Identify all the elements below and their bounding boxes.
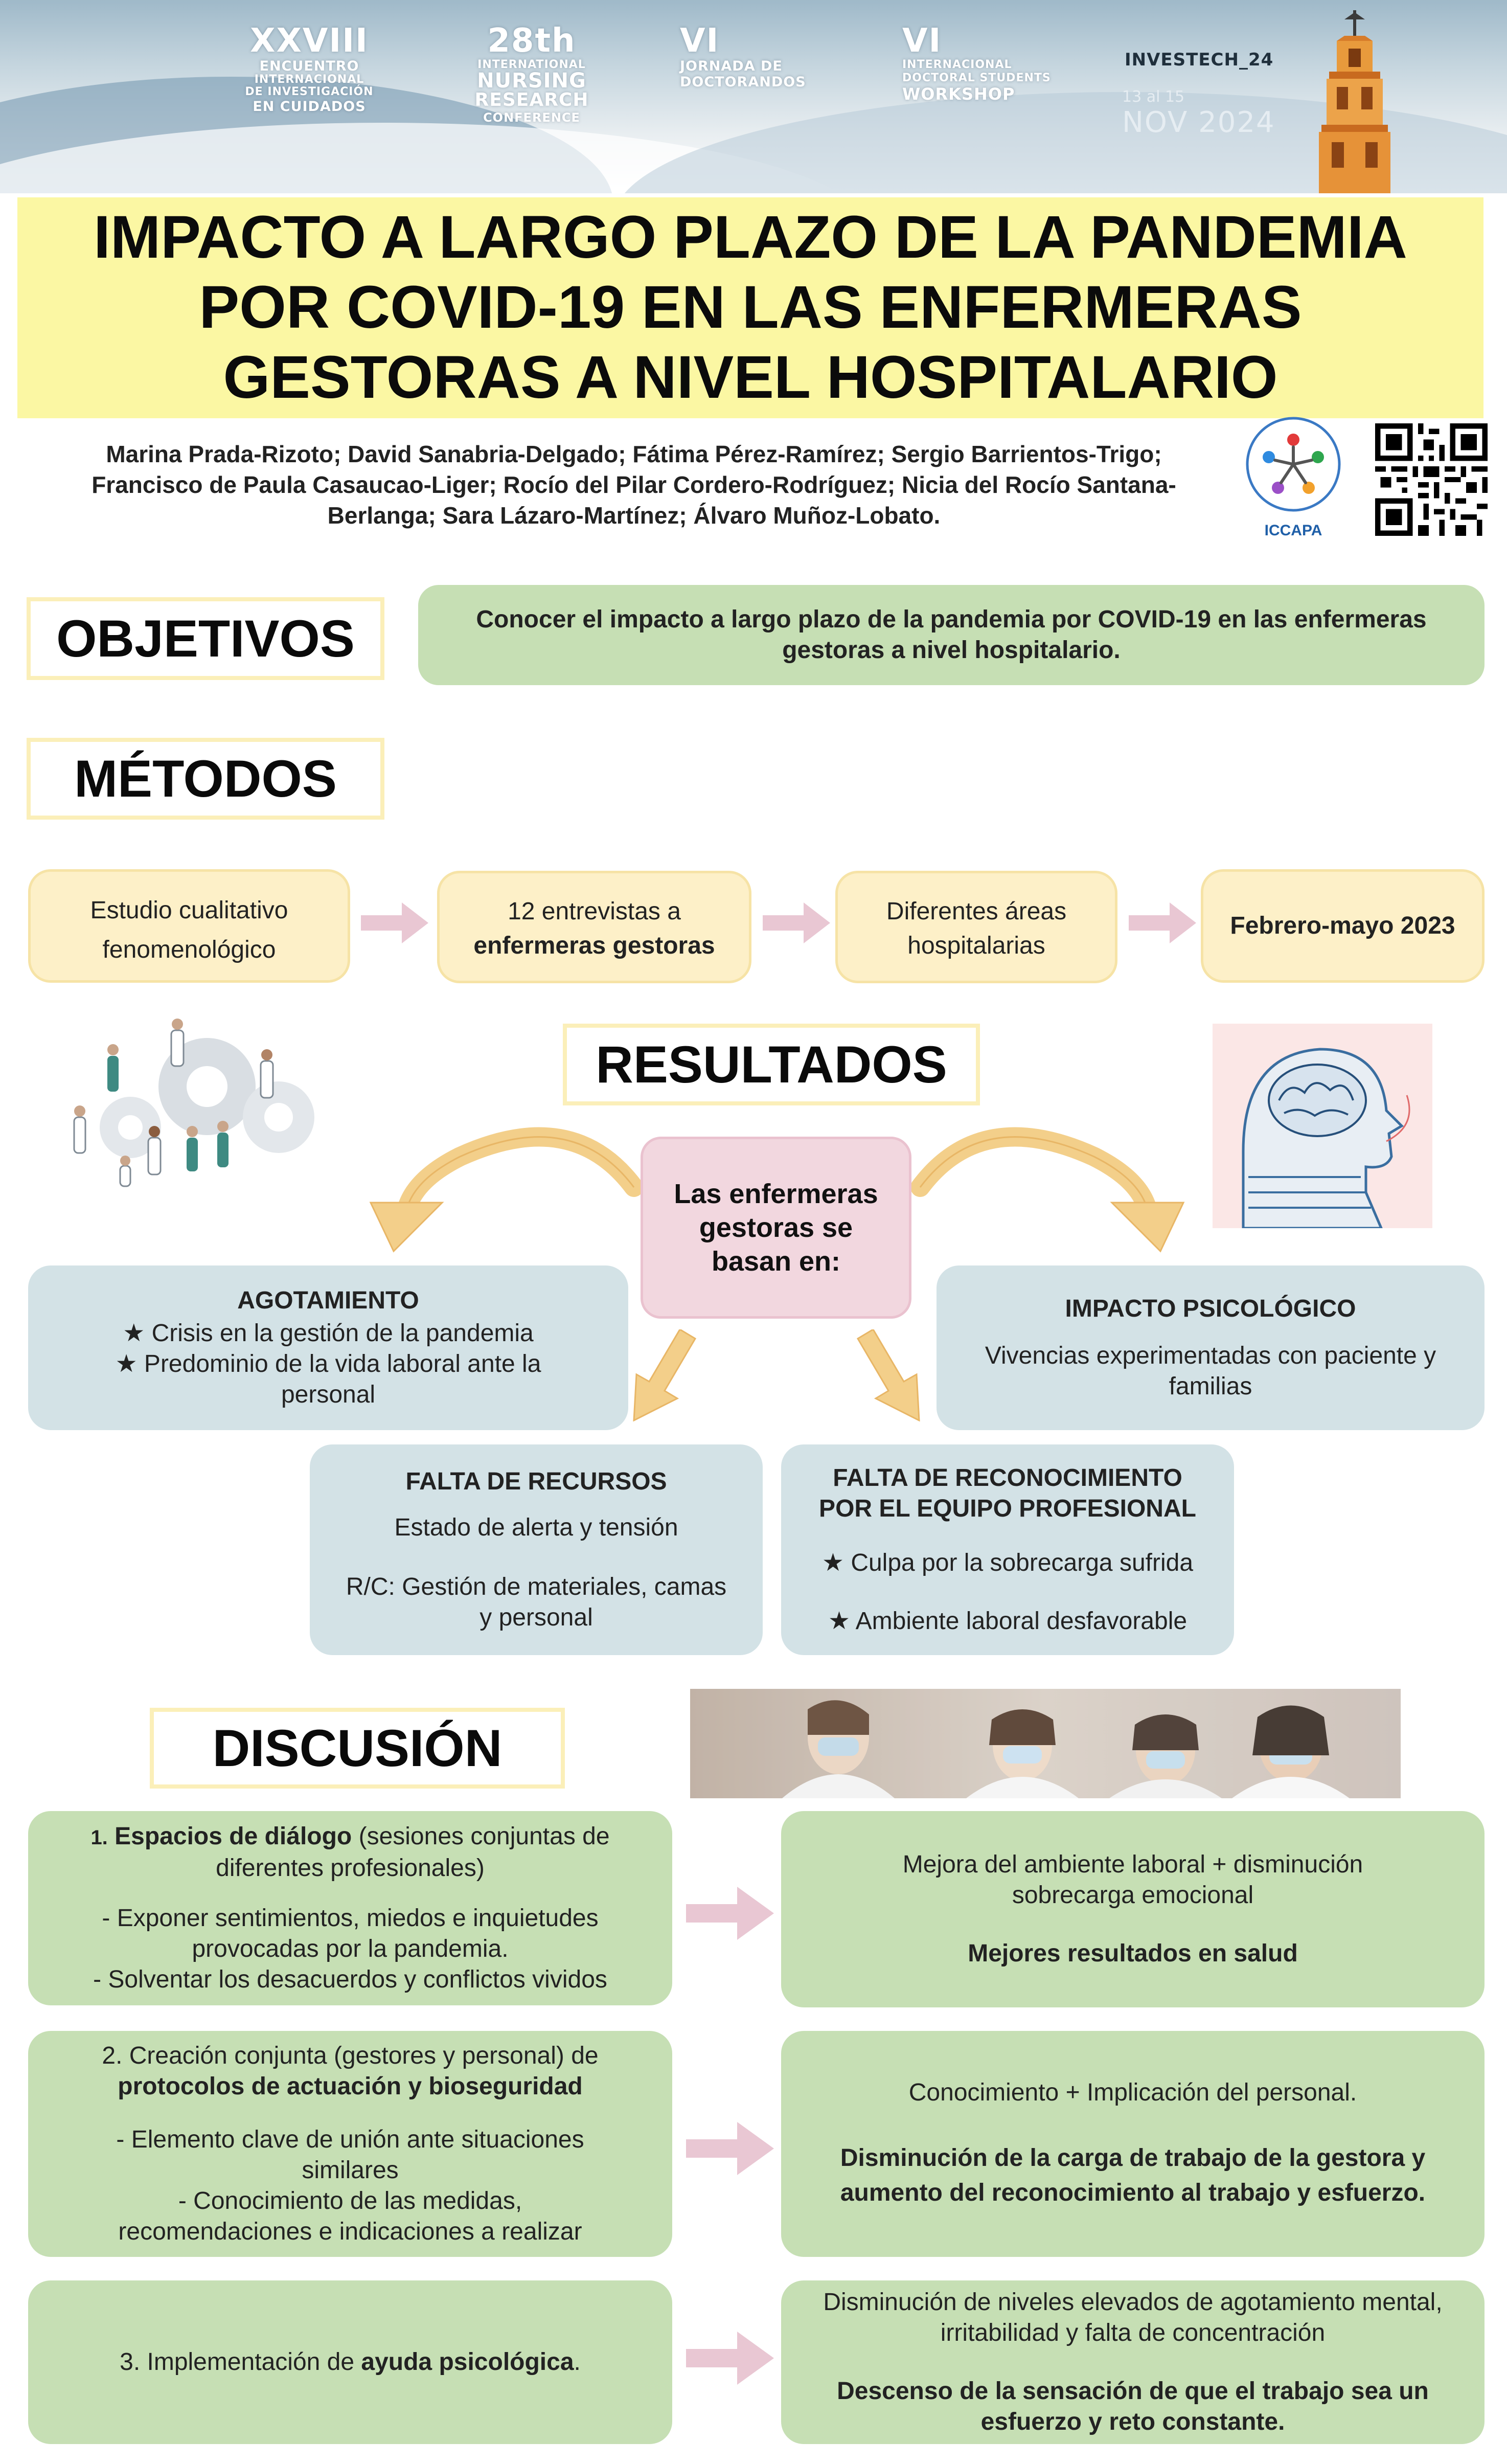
row3-result-bold: esfuerzo y reto constante. bbox=[980, 2408, 1285, 2435]
row1-number: 1. bbox=[90, 1826, 108, 1849]
row2-result: Conocimiento + Implicación del personal. bbox=[908, 2079, 1357, 2106]
row3-post: . bbox=[574, 2348, 581, 2376]
step-text: fenomenológico bbox=[102, 936, 276, 963]
impacto-title: IMPACTO PSICOLÓGICO bbox=[1065, 1295, 1356, 1322]
row2-heading-bold: protocolos de actuación y bioseguridad bbox=[118, 2073, 583, 2100]
arrow-right-icon bbox=[763, 902, 830, 943]
teamwork-gears-illustration bbox=[59, 1010, 345, 1189]
step-text-bold: enfermeras gestoras bbox=[473, 932, 715, 959]
reconocimiento-title: FALTA DE RECONOCIMIENTO bbox=[833, 1464, 1182, 1491]
row3-result: irritabilidad y falta de concentración bbox=[940, 2319, 1326, 2346]
recursos-text: y personal bbox=[480, 1604, 593, 1631]
objetivos-text-line: Conocer el impacto a largo plazo de la pandemia por COVID-19 en las enfermeras bbox=[476, 606, 1427, 633]
step-text: Estudio cualitativo bbox=[90, 897, 288, 924]
reconocimiento-item: ★ Ambiente laboral desfavorable bbox=[828, 1608, 1188, 1635]
arrow-down-left-icon bbox=[629, 1329, 700, 1421]
discusion-row3-right bbox=[781, 2280, 1485, 2444]
resultados-heading: RESULTADOS bbox=[563, 1024, 980, 1105]
row1-result: sobrecarga emocional bbox=[1012, 1882, 1254, 1909]
agotamiento-item: ★ Predominio de la vida laboral ante la bbox=[115, 1350, 541, 1377]
discusion-heading: DISCUSIÓN bbox=[150, 1708, 565, 1789]
row2-bullet: similares bbox=[302, 2157, 399, 2184]
step-text: hospitalarias bbox=[907, 932, 1045, 959]
investech-label: INVESTECH_24 bbox=[1125, 50, 1274, 70]
curved-arrow-right-icon bbox=[910, 1121, 1196, 1254]
discusion-row1-right bbox=[781, 1811, 1485, 2007]
row2-heading: 2. Creación conjunta (gestores y personal) de bbox=[102, 2042, 599, 2069]
metodos-step-3 bbox=[835, 871, 1117, 983]
discusion-row2-left bbox=[28, 2031, 672, 2257]
conference-logo-3: VI JORNADA DE DOCTORANDOS bbox=[680, 22, 806, 90]
discusion-row1-left bbox=[28, 1811, 672, 2005]
arrow-right-icon bbox=[686, 1887, 774, 1940]
center-text: gestoras se bbox=[699, 1212, 853, 1243]
row2-result-bold: Disminución de la carga de trabajo de la gestora y bbox=[840, 2144, 1426, 2172]
center-text: basan en: bbox=[711, 1246, 841, 1277]
row1-result: Mejora del ambiente laboral + disminución bbox=[902, 1851, 1363, 1878]
event-dates: 13 al 15 NOV 2024 bbox=[1122, 88, 1275, 139]
conference-logo-2: 28th INTERNATIONAL NURSING RESEARCH CONFERENCE bbox=[474, 22, 589, 125]
iccapa-label: ICCAPA bbox=[1264, 522, 1322, 539]
reconocimiento-item: ★ Culpa por la sobrecarga sufrida bbox=[821, 1549, 1194, 1576]
row2-result-bold: aumento del reconocimiento al trabajo y esfuerzo. bbox=[840, 2179, 1426, 2206]
tower-illustration bbox=[1288, 5, 1421, 193]
arrow-down-right-icon bbox=[853, 1329, 924, 1421]
agotamiento-item: personal bbox=[281, 1381, 376, 1408]
iccapa-logo-icon bbox=[1237, 413, 1350, 515]
impacto-text: Vivencias experimentadas con paciente y bbox=[985, 1342, 1436, 1369]
row1-heading bbox=[90, 1821, 609, 1853]
resultados-center-box bbox=[641, 1137, 911, 1319]
metodos-heading: MÉTODOS bbox=[27, 738, 384, 820]
recursos-text: R/C: Gestión de materiales, camas bbox=[346, 1573, 727, 1600]
agotamiento-title: AGOTAMIENTO bbox=[237, 1287, 419, 1314]
discusion-row3-left bbox=[28, 2280, 672, 2444]
objetivos-heading: OBJETIVOS bbox=[27, 597, 384, 680]
row1-result-bold: Mejores resultados en salud bbox=[968, 1940, 1298, 1967]
metodos-step-1 bbox=[28, 869, 350, 983]
row1-bullet: - Solventar los desacuerdos y conflictos vividos bbox=[93, 1966, 607, 1993]
discusion-row2-right bbox=[781, 2031, 1485, 2257]
agotamiento-item: ★ Crisis en la gestión de la pandemia bbox=[123, 1320, 534, 1347]
step-text: 12 entrevistas a bbox=[508, 898, 681, 925]
row1-bullet: - Exponer sentimientos, miedos e inquietudes bbox=[102, 1905, 599, 1932]
row3-result-bold: Descenso de la sensación de que el trabajo sea un bbox=[837, 2378, 1429, 2405]
recursos-title: FALTA DE RECURSOS bbox=[405, 1468, 667, 1495]
metodos-step-2 bbox=[437, 871, 751, 983]
mental-health-illustration bbox=[1213, 1024, 1432, 1228]
row3-bold: ayuda psicológica bbox=[361, 2348, 574, 2376]
row2-bullet: - Elemento clave de unión ante situaciones bbox=[116, 2126, 584, 2153]
row1-bold: Espacios de diálogo bbox=[115, 1823, 352, 1850]
recursos-text: Estado de alerta y tensión bbox=[394, 1514, 678, 1541]
curved-arrow-left-icon bbox=[358, 1121, 644, 1254]
authors-list: Marina Prada-Rizoto; David Sanabria-Delgado; Fátima Pérez-Ramírez; Sergio Barrientos-Trigo; Francisco de Paula Casaucao-Liger; Rocío del Pilar Cordero-Rodríguez; Nicia del Rocío Santana- Berlanga; Sara Lázaro-Martínez; Álvaro Muñoz-Lobato. bbox=[92, 441, 1176, 529]
row1-rest: (sesiones conjuntas de bbox=[352, 1823, 610, 1850]
row3-pre: 3. Implementación de bbox=[120, 2348, 361, 2376]
iccapa-logo bbox=[1237, 413, 1350, 541]
reconocimiento-title: POR EL EQUIPO PROFESIONAL bbox=[819, 1495, 1196, 1522]
arrow-right-icon bbox=[361, 902, 428, 943]
impacto-psicologico-box bbox=[937, 1265, 1485, 1430]
falta-recursos-box bbox=[310, 1444, 763, 1655]
objetivos-text-line: gestoras a nivel hospitalario. bbox=[782, 637, 1121, 664]
row1-subheading: diferentes profesionales) bbox=[216, 1855, 485, 1882]
row3-result: Disminución de niveles elevados de agotamiento mental, bbox=[823, 2289, 1443, 2316]
center-text: Las enfermeras bbox=[674, 1179, 878, 1209]
qr-code[interactable] bbox=[1375, 423, 1488, 536]
row2-bullet: recomendaciones e indicaciones a realizar bbox=[118, 2218, 582, 2245]
conference-logo-1: XXVIII ENCUENTRO INTERNACIONAL DE INVESTIGACIÓN EN CUIDADOS bbox=[245, 22, 374, 115]
row1-bullet: provocadas por la pandemia. bbox=[192, 1935, 509, 1962]
arrow-right-icon bbox=[686, 2122, 774, 2175]
conference-logo-4: VI INTERNACIONAL DOCTORAL STUDENTS WORKSHOP bbox=[902, 22, 1051, 104]
header-banner bbox=[0, 0, 1507, 193]
row2-bullet: - Conocimiento de las medidas, bbox=[178, 2187, 522, 2214]
arrow-right-icon bbox=[686, 2332, 774, 2385]
poster-title: IMPACTO A LARGO PLAZO DE LA PANDEMIA POR COVID-19 EN LAS ENFERMERAS GESTORAS A NIVEL HOSPITALARIO bbox=[94, 204, 1407, 411]
impacto-text: familias bbox=[1169, 1373, 1252, 1400]
metodos-step-4 bbox=[1201, 869, 1485, 983]
agotamiento-box bbox=[28, 1265, 628, 1430]
step-text: Febrero-mayo 2023 bbox=[1230, 912, 1455, 939]
row3-text bbox=[120, 2347, 581, 2378]
arrow-right-icon bbox=[1129, 902, 1196, 943]
step-text: Diferentes áreas bbox=[886, 898, 1067, 925]
objetivos-box bbox=[418, 585, 1485, 685]
falta-reconocimiento-box bbox=[781, 1444, 1234, 1655]
nurses-photo bbox=[690, 1689, 1401, 1798]
